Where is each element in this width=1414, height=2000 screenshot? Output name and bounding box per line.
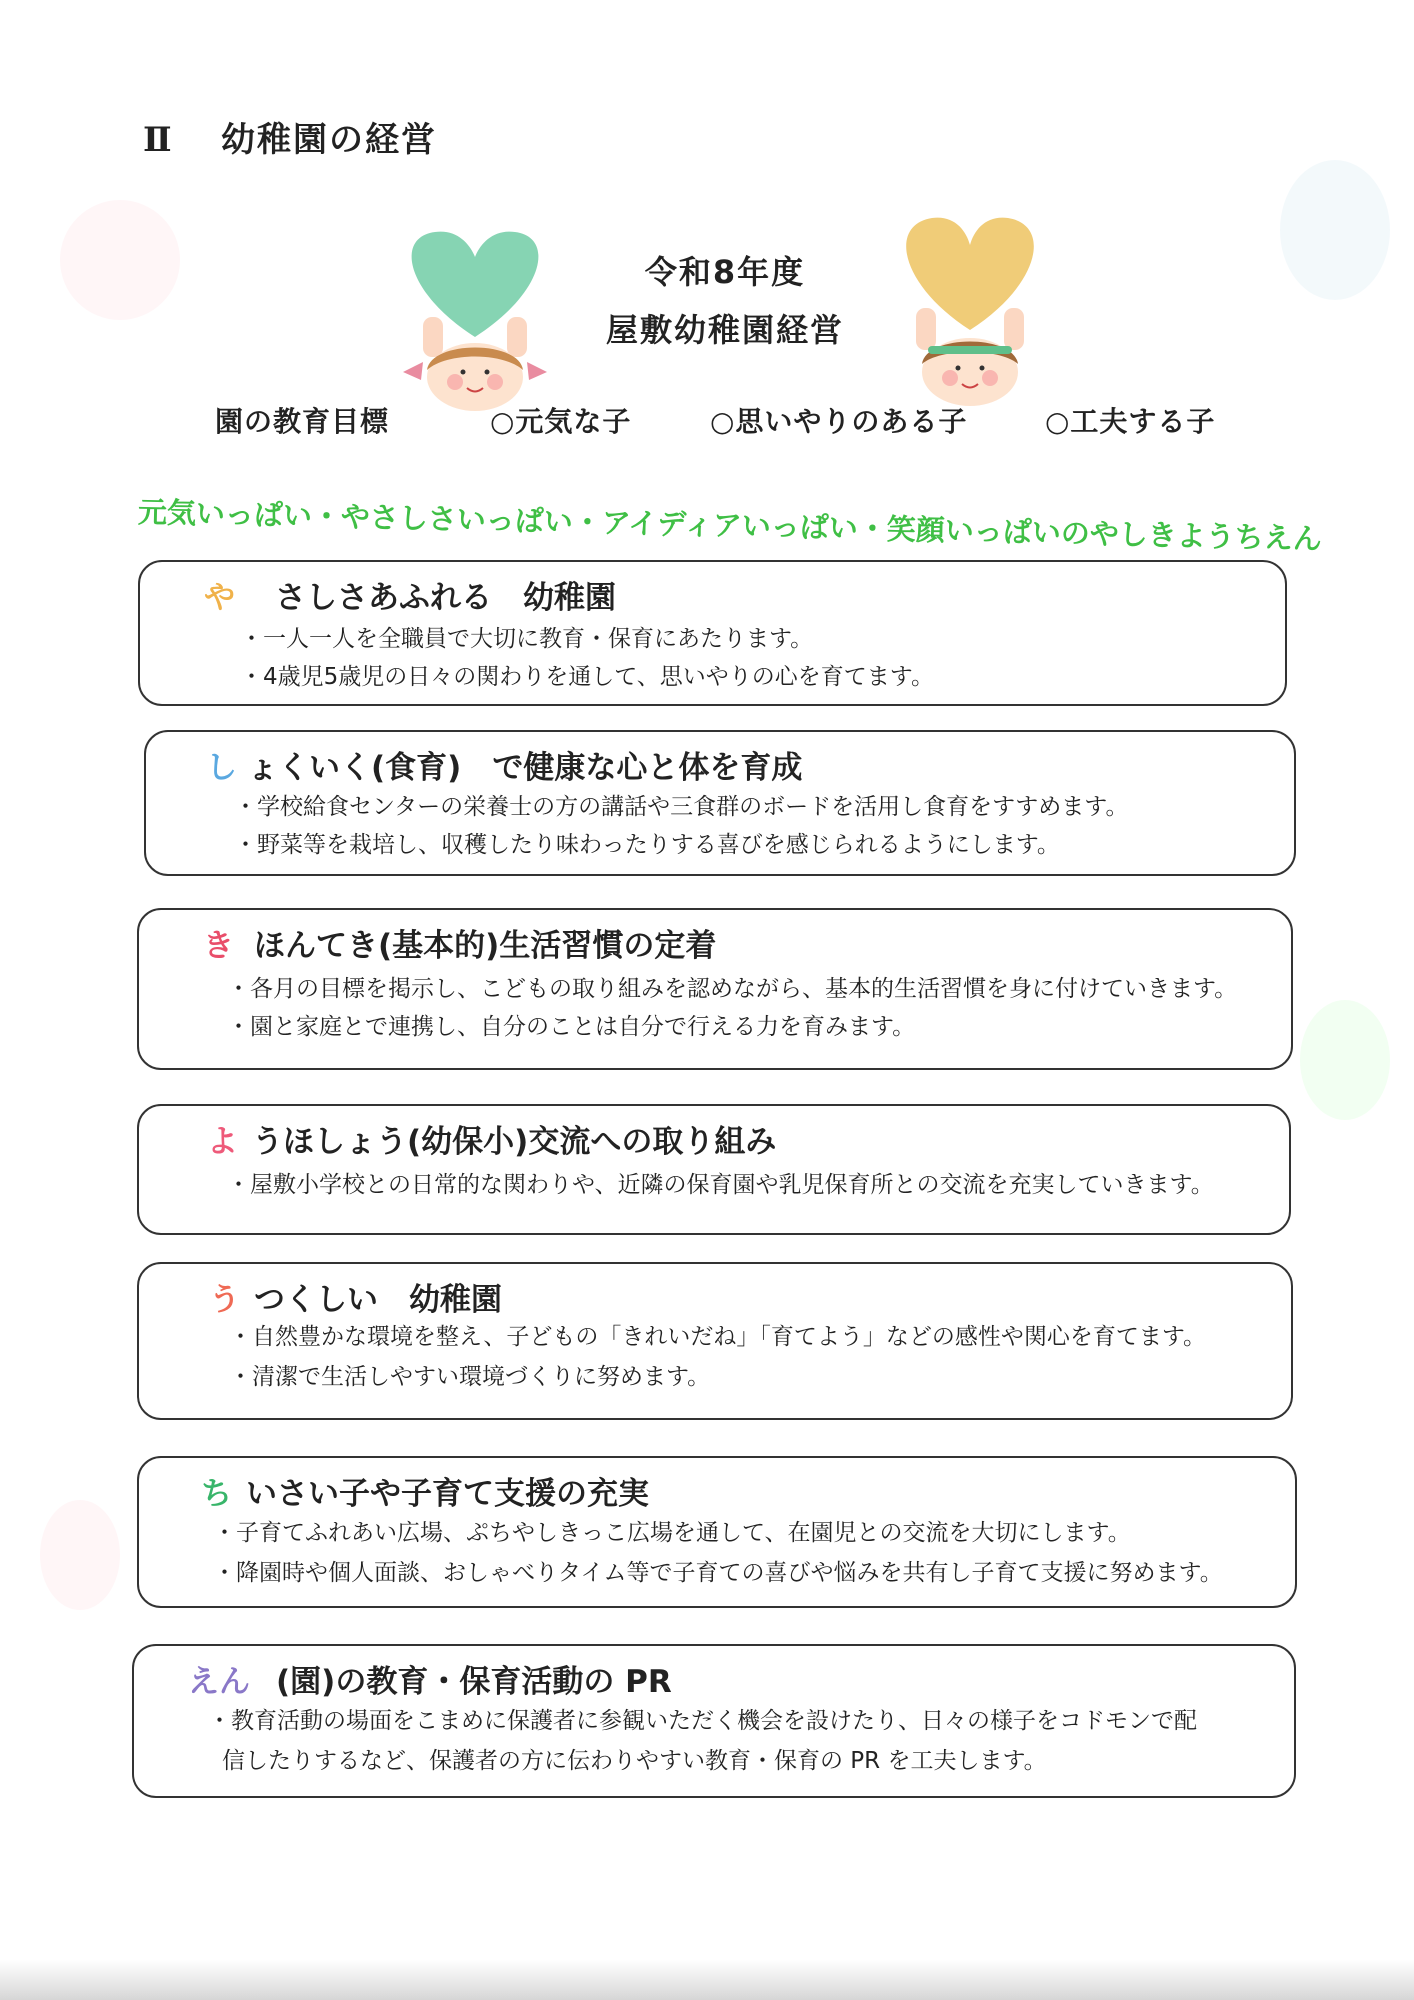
box-line: ・一人一人を全職員で大切に教育・保育にあたります。	[240, 626, 814, 652]
box-title: ょくいく(食育) で健康な心と体を育成	[247, 750, 803, 786]
goal-box-u	[137, 1262, 1293, 1420]
background-decoration	[40, 1500, 120, 1610]
boy-heart-illustration	[880, 200, 1060, 410]
box-title: ほんてき(基本的)生活習慣の定着	[254, 928, 717, 964]
section-number: Ⅱ	[143, 120, 174, 160]
box-heading	[188, 1656, 672, 1701]
background-decoration	[1280, 160, 1390, 300]
section-title: 幼稚園の経営	[221, 120, 437, 160]
fiscal-year: 令和8年度	[644, 253, 806, 291]
box-heading	[203, 920, 716, 965]
goal-item: ○元気な子	[490, 405, 632, 438]
box-line: 信したりするなど、保護者の方に伝わりやすい教育・保育の PR を工夫します。	[222, 1748, 1047, 1774]
kana-initial: し	[206, 750, 237, 786]
kana-initial: えん	[188, 1664, 250, 1700]
goal-item: ○工夫する子	[1045, 405, 1216, 438]
goal-box-yo	[137, 1104, 1291, 1235]
slogan: 元気いっぱい・やさしさいっぱい・アイディアいっぱい・笑顔いっぱいのやしきようちえん	[137, 495, 1323, 556]
box-title: いさい子や子育て支援の充実	[246, 1476, 649, 1512]
box-title: (園)の教育・保育活動の PR	[276, 1664, 672, 1700]
box-line: ・子育てふれあい広場、ぷちやしきっこ広場を通して、在園児との交流を大切にします。	[213, 1520, 1131, 1546]
background-decoration	[60, 200, 180, 320]
kana-initial: よ	[207, 1124, 238, 1160]
goal-item: ○思いやりのある子	[710, 405, 968, 438]
box-heading	[204, 572, 616, 617]
box-line: ・教育活動の場面をこまめに保護者に参観いただく機会を設けたり、日々の様子をコドモンで配	[208, 1708, 1197, 1734]
goal-box-ya	[138, 560, 1287, 706]
box-line: ・野菜等を栽培し、収穫したり味わったりする喜びを感じられるようにします。	[234, 832, 1060, 858]
box-line: ・4歳児5歳児の日々の関わりを通して、思いやりの心を育てます。	[240, 664, 934, 690]
box-line: ・降園時や個人面談、おしゃべりタイム等で子育ての喜びや悩みを共有し子育て支援に努めます。	[213, 1560, 1223, 1586]
box-line: ・清潔で生活しやすい環境づくりに努めます。	[229, 1364, 711, 1390]
box-line: ・園と家庭とで連携し、自分のことは自分で行える力を育みます。	[227, 1014, 916, 1040]
kana-initial: う	[209, 1282, 240, 1318]
box-line: ・自然豊かな環境を整え、子どもの「きれいだね」「育てよう」などの感性や関心を育てます。	[229, 1324, 1207, 1350]
box-heading	[201, 1468, 649, 1513]
girl-heart-illustration	[385, 212, 565, 412]
box-title: つくしい 幼稚園	[254, 1282, 502, 1318]
box-heading	[206, 742, 802, 787]
kana-initial: き	[203, 928, 234, 964]
box-line: ・各月の目標を掲示し、こどもの取り組みを認めながら、基本的生活習慣を身に付けていきます。	[227, 976, 1238, 1002]
box-title: うほしょう(幼保小)交流への取り組み	[252, 1124, 777, 1160]
kindergarten-management-title: 屋敷幼稚園経営	[605, 311, 844, 349]
goal-box-en	[132, 1644, 1296, 1798]
section-heading	[143, 112, 437, 161]
box-line: ・学校給食センターの栄養士の方の講話や三食群のボードを活用し食育をすすめます。	[234, 794, 1129, 820]
kana-initial: ち	[201, 1476, 232, 1512]
goals-label: 園の教育目標	[215, 405, 390, 438]
box-line: ・屋敷小学校との日常的な関わりや、近隣の保育園や乳児保育所との交流を充実していきます。	[227, 1172, 1214, 1198]
box-title: さしさあふれる 幼稚園	[275, 580, 616, 616]
background-decoration	[1300, 1000, 1390, 1120]
scan-shadow	[0, 1960, 1414, 2000]
goal-box-chi	[137, 1456, 1297, 1608]
box-heading	[207, 1116, 776, 1161]
goal-box-ki	[137, 908, 1293, 1070]
box-heading	[209, 1274, 502, 1319]
goal-box-shi	[144, 730, 1296, 876]
kana-initial: や	[204, 580, 235, 616]
